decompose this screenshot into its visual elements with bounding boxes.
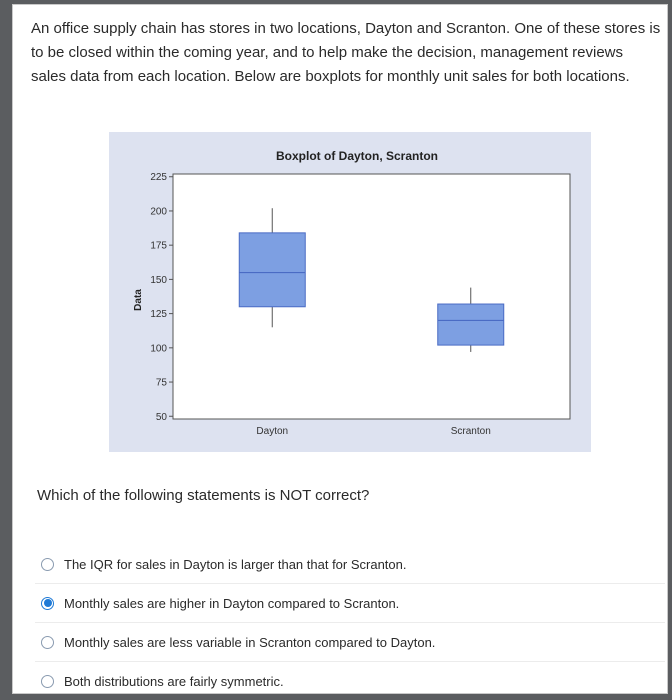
radio-option-1[interactable]: [41, 558, 54, 571]
radio-option-3[interactable]: [41, 636, 54, 649]
option-1-label: The IQR for sales in Dayton is larger than that for Scranton.: [64, 556, 407, 572]
answer-options: [35, 545, 665, 700]
plot-area: [173, 174, 570, 419]
scranton-box: [438, 304, 504, 345]
option-2[interactable]: [35, 583, 665, 622]
x-tick-label-dayton: Dayton: [256, 426, 289, 437]
question-text: Which of the following statements is NOT correct?: [37, 487, 370, 504]
y-axis-label: Data: [133, 289, 144, 311]
chart-title: Boxplot of Dayton, Scranton: [276, 149, 438, 163]
option-3-label: Monthly sales are less variable in Scranton compared to Dayton.: [64, 634, 436, 650]
y-tick-label-150: 150: [150, 274, 167, 286]
y-tick-label-225: 225: [150, 172, 167, 184]
radio-option-2[interactable]: [41, 597, 54, 610]
y-tick-label-75: 75: [155, 377, 167, 389]
y-tick-label-200: 200: [150, 206, 167, 218]
dayton-box: [239, 233, 305, 307]
boxplot-svg: [109, 132, 591, 452]
y-tick-label-50: 50: [155, 411, 167, 423]
option-4[interactable]: [35, 661, 665, 700]
option-4-label: Both distributions are fairly symmetric.: [64, 673, 284, 689]
option-3[interactable]: [35, 622, 665, 661]
x-tick-label-scranton: Scranton: [450, 426, 491, 437]
radio-option-4[interactable]: [41, 675, 54, 688]
option-2-label: Monthly sales are higher in Dayton compared to Scranton.: [64, 595, 400, 611]
y-tick-label-175: 175: [150, 240, 167, 252]
y-tick-label-125: 125: [150, 309, 167, 321]
option-1[interactable]: [35, 545, 665, 583]
intro-text: An office supply chain has stores in two locations, Dayton and Scranton. One of these stores is to be closed within the coming year, and to help make the decision, management reviews sales data from each location. Below are boxplots for monthly unit sales for both locations.: [31, 20, 661, 85]
y-tick-label-100: 100: [150, 343, 167, 355]
boxplot-chart: [109, 132, 591, 452]
question-frame: [12, 4, 668, 694]
